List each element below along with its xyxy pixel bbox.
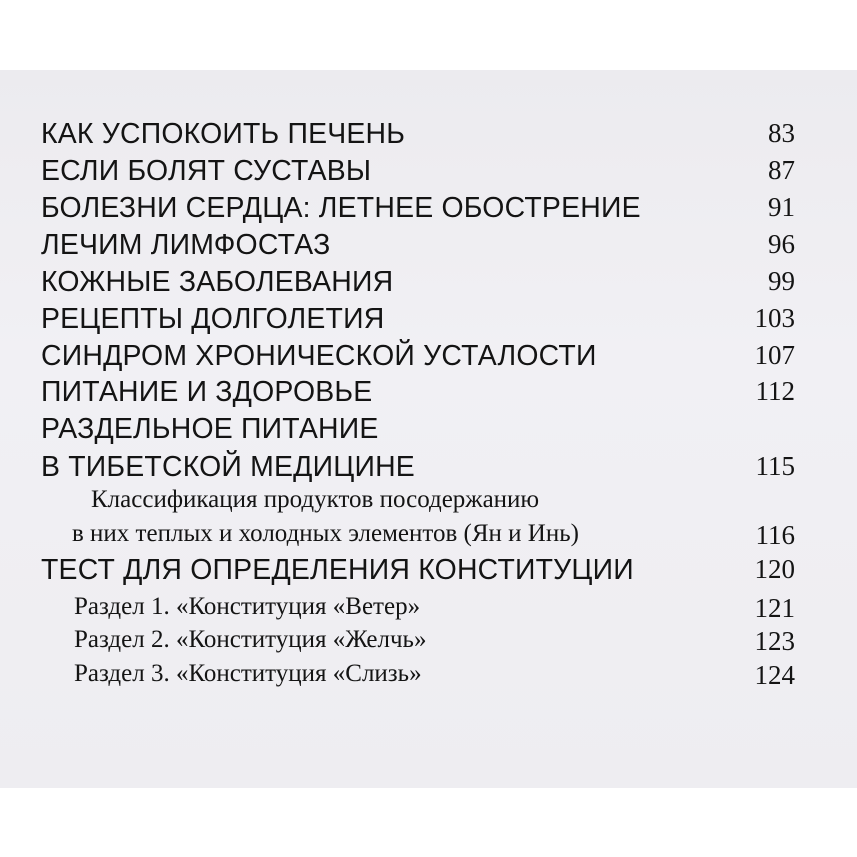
toc-entry xyxy=(0,118,857,158)
toc-entry xyxy=(0,554,857,594)
toc-entry-title: ЕСЛИ БОЛЯТ СУСТАВЫ xyxy=(41,155,372,187)
toc-entry-title: БОЛЕЗНИ СЕРДЦА: ЛЕТНЕЕ ОБОСТРЕНИЕ xyxy=(41,192,641,224)
toc-entry xyxy=(0,229,857,269)
toc-entry-page: 91 xyxy=(768,192,795,222)
toc-entry xyxy=(0,376,857,416)
toc-entry-title: Раздел 3. «Конституция «Слизь» xyxy=(74,660,422,687)
toc-entry-title-line2: в них теплых и холодных элементов (Ян и Инь) xyxy=(72,520,579,547)
toc-entry xyxy=(0,340,857,380)
toc-entry-title: Раздел 1. «Конституция «Ветер» xyxy=(74,593,421,620)
toc-entry-page: 116 xyxy=(755,520,795,550)
toc-entry xyxy=(0,266,857,306)
toc-entry-page: 103 xyxy=(754,303,795,333)
toc-entry-title: СИНДРОМ ХРОНИЧЕСКОЙ УСТАЛОСТИ xyxy=(41,340,597,372)
toc-entry-title-line1: Классификация продуктов посодержанию xyxy=(91,486,540,513)
toc-entry xyxy=(0,192,857,232)
toc-entry-page: 112 xyxy=(755,376,795,406)
toc-entry xyxy=(0,413,857,493)
toc-entry xyxy=(0,155,857,195)
toc-entry-title: ТЕСТ ДЛЯ ОПРЕДЕЛЕНИЯ КОНСТИТУЦИИ xyxy=(41,554,634,586)
toc-entry-page: 87 xyxy=(768,155,795,185)
table-of-contents xyxy=(0,70,857,788)
toc-entry xyxy=(0,486,857,556)
toc-entry-title: ЛЕЧИМ ЛИМФОСТАЗ xyxy=(41,229,331,261)
toc-entry-title: ПИТАНИЕ И ЗДОРОВЬЕ xyxy=(41,376,373,408)
toc-entry-title-line1: РАЗДЕЛЬНОЕ ПИТАНИЕ xyxy=(41,413,379,445)
toc-entry-title: КОЖНЫЕ ЗАБОЛЕВАНИЯ xyxy=(41,266,394,298)
toc-entry xyxy=(0,303,857,343)
toc-entry-page: 115 xyxy=(755,451,795,481)
toc-entry xyxy=(0,660,857,700)
toc-entry-page: 120 xyxy=(754,554,795,584)
toc-entry-title: Раздел 2. «Конституция «Желчь» xyxy=(74,626,427,653)
toc-entry-page: 124 xyxy=(754,660,795,690)
toc-entry-page: 123 xyxy=(754,626,795,656)
toc-entry-title: КАК УСПОКОИТЬ ПЕЧЕНЬ xyxy=(41,118,406,150)
toc-entry-page: 96 xyxy=(768,229,795,259)
toc-entry-page: 83 xyxy=(768,118,795,148)
toc-entry-page: 121 xyxy=(754,593,795,623)
toc-entry-page: 107 xyxy=(754,340,795,370)
toc-entry-title: РЕЦЕПТЫ ДОЛГОЛЕТИЯ xyxy=(41,303,385,335)
toc-entry-title-line2: В ТИБЕТСКОЙ МЕДИЦИНЕ xyxy=(41,451,415,483)
book-page xyxy=(0,70,857,788)
toc-entry-page: 99 xyxy=(768,266,795,296)
